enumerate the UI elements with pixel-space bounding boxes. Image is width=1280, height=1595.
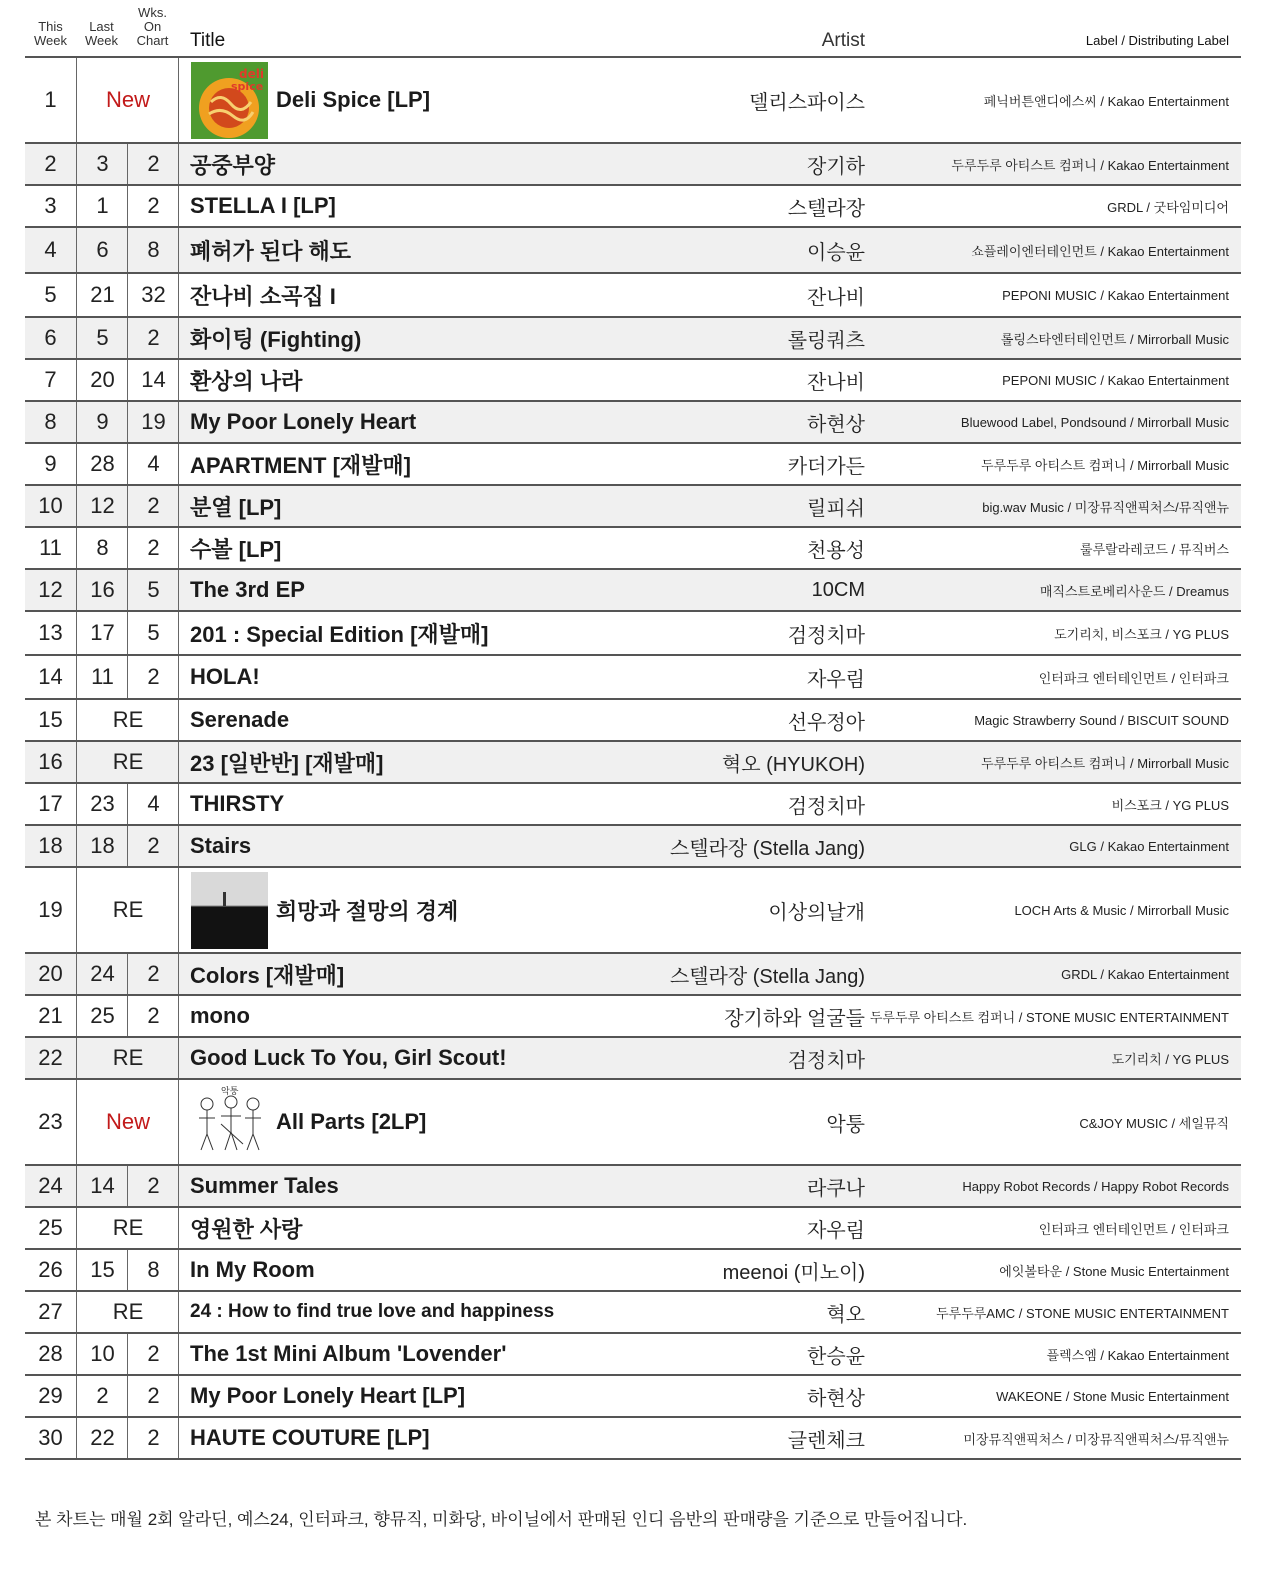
table-row — [25, 228, 1241, 274]
rank-last-week: 20 — [76, 360, 128, 400]
record-label: Happy Robot Records / Happy Robot Records — [962, 1178, 1229, 1194]
entry-status-label: RE — [112, 1215, 144, 1240]
album-title: Summer Tales — [190, 1173, 339, 1198]
rank-this-week: 27 — [38, 1299, 63, 1324]
album-cover-image — [191, 1084, 268, 1161]
rank-this-week: 13 — [38, 620, 63, 645]
rank-last-week: 2 — [76, 1376, 128, 1416]
svg-text:deli: deli — [239, 67, 264, 81]
record-label: 인터파크 엔터테인먼트 / 인터파크 — [1038, 1221, 1229, 1237]
rank-this-week: 5 — [44, 282, 57, 307]
rank-this-week: 4 — [44, 237, 57, 262]
album-title: The 1st Mini Album 'Lovender' — [190, 1341, 507, 1366]
record-label: 에잇볼타운 / Stone Music Entertainment — [999, 1263, 1229, 1279]
artist-name: 검정치마 — [787, 795, 865, 818]
weeks-on-chart: 8 — [127, 1250, 179, 1290]
rank-this-week: 3 — [44, 193, 57, 218]
weeks-on-chart: 2 — [127, 656, 179, 698]
rank-this-week: 15 — [38, 707, 63, 732]
artist-name: 이상의날개 — [768, 901, 865, 924]
record-label: 룰루랄라레코드 / 뮤직버스 — [1080, 541, 1229, 557]
artist-name: 델리스파이스 — [749, 91, 865, 114]
record-label: 롤링스타엔터테인먼트 / Mirrorball Music — [1000, 331, 1229, 347]
rank-last-week: 1 — [76, 186, 128, 226]
artist-name: 롤링쿼츠 — [787, 329, 865, 352]
table-row — [25, 1038, 1241, 1080]
table-row — [25, 656, 1241, 700]
artist-name: 글렌체크 — [787, 1429, 865, 1452]
table-row — [25, 1208, 1241, 1250]
artist-name: 혁오 — [826, 1303, 865, 1326]
album-title: HOLA! — [190, 664, 260, 689]
chart-rows — [25, 58, 1241, 1460]
album-title: Deli Spice [LP] — [276, 87, 431, 112]
record-label: 두루두루AMC / STONE MUSIC ENTERTAINMENT — [936, 1305, 1229, 1321]
artist-name: 장기하 — [807, 155, 865, 178]
rank-this-week: 30 — [38, 1425, 63, 1450]
entry-status-label: RE — [112, 707, 144, 732]
rank-this-week: 22 — [38, 1045, 63, 1070]
entry-status-label: RE — [112, 1299, 144, 1324]
artist-name: 검정치마 — [787, 624, 865, 647]
rank-last-week: 9 — [76, 402, 128, 442]
record-label: Magic Strawberry Sound / BISCUIT SOUND — [974, 712, 1229, 728]
record-label: 인터파크 엔터테인먼트 / 인터파크 — [1038, 670, 1229, 686]
record-label: 두루두루 아티스트 컴퍼니 / STONE MUSIC ENTERTAINMENT — [869, 1009, 1229, 1025]
artist-name: 스텔라장 — [787, 197, 865, 220]
table-row — [25, 528, 1241, 570]
album-info-cell — [178, 784, 1242, 824]
record-label: 두루두루 아티스트 컴퍼니 / Mirrorball Music — [981, 755, 1229, 771]
artist-name: 하현상 — [807, 1387, 865, 1410]
entry-status-label: New — [105, 87, 150, 112]
album-info-cell — [178, 186, 1242, 226]
rank-this-week: 20 — [38, 961, 63, 986]
album-title: 희망과 절망의 경계 — [276, 898, 459, 924]
rank-this-week: 9 — [44, 451, 57, 476]
record-label: LOCH Arts & Music / Mirrorball Music — [1014, 902, 1229, 918]
record-label: GRDL / Kakao Entertainment — [1061, 966, 1229, 982]
rank-this-week: 6 — [44, 325, 57, 350]
table-row — [25, 1250, 1241, 1292]
rank-last-week: 21 — [76, 274, 128, 316]
record-label: C&JOY MUSIC / 세일뮤직 — [1079, 1115, 1229, 1131]
rank-this-week: 16 — [38, 749, 63, 774]
new-entry-badge — [76, 58, 179, 142]
album-title: APARTMENT [재발매] — [190, 452, 411, 478]
record-label: 두루두루 아티스트 컴퍼니 / Kakao Entertainment — [951, 157, 1229, 173]
album-title: THIRSTY — [190, 791, 285, 816]
table-row — [25, 1418, 1241, 1460]
rank-this-week: 29 — [38, 1383, 63, 1408]
weeks-on-chart: 2 — [127, 528, 179, 568]
album-title: All Parts [2LP] — [276, 1109, 427, 1134]
album-title: HAUTE COUTURE [LP] — [190, 1425, 430, 1450]
rank-last-week: 3 — [76, 144, 128, 184]
rank-last-week: 24 — [76, 954, 128, 994]
weeks-on-chart: 2 — [127, 1334, 179, 1374]
chart-footnote: 본 차트는 매월 2회 알라딘, 예스24, 인터파크, 향뮤직, 미화당, 바이닐에서 판매된 인디 음반의 판매량을 기준으로 만들어집니다. — [35, 1510, 968, 1529]
rank-this-week: 2 — [44, 151, 57, 176]
table-row — [25, 954, 1241, 996]
re-entry-badge — [76, 742, 179, 782]
record-label: 매직스트로베리사운드 / Dreamus — [1039, 583, 1229, 599]
table-row — [25, 612, 1241, 656]
rank-this-week: 28 — [38, 1341, 63, 1366]
record-label: 플렉스엠 / Kakao Entertainment — [1046, 1347, 1229, 1363]
weeks-on-chart: 2 — [127, 1166, 179, 1206]
album-title: 화이팅 (Fighting) — [190, 326, 362, 352]
header-wks-on-chart: Wks. On Chart — [136, 5, 169, 48]
table-row — [25, 444, 1241, 486]
re-entry-badge — [76, 700, 179, 740]
artist-name: 장기하와 얼굴들 — [724, 1007, 865, 1030]
artist-name: 릴피쉬 — [807, 497, 865, 520]
entry-status-label: New — [105, 1109, 150, 1134]
weeks-on-chart: 2 — [127, 1418, 179, 1458]
record-label: PEPONI MUSIC / Kakao Entertainment — [1002, 287, 1229, 303]
rank-this-week: 21 — [38, 1003, 63, 1028]
rank-this-week: 12 — [38, 577, 63, 602]
album-title: 23 [일반반] [재발매] — [190, 750, 384, 776]
table-row — [25, 570, 1241, 612]
artist-name: 혁오 (HYUKOH) — [721, 753, 865, 776]
weeks-on-chart: 2 — [127, 954, 179, 994]
artist-name: 스텔라장 (Stella Jang) — [669, 837, 865, 860]
album-title: Good Luck To You, Girl Scout! — [190, 1045, 507, 1070]
re-entry-badge — [76, 1208, 179, 1248]
artist-name: 하현상 — [807, 413, 865, 436]
record-label: 도기리치 / YG PLUS — [1111, 1051, 1229, 1067]
rank-last-week: 5 — [76, 318, 128, 358]
rank-this-week: 19 — [38, 897, 63, 922]
table-row — [25, 58, 1241, 144]
rank-this-week: 25 — [38, 1215, 63, 1240]
weeks-on-chart: 2 — [127, 318, 179, 358]
table-row — [25, 360, 1241, 402]
rank-this-week: 8 — [44, 409, 57, 434]
header-label: Label / Distributing Label — [1085, 33, 1229, 48]
weeks-on-chart: 8 — [127, 228, 179, 272]
weeks-on-chart: 5 — [127, 570, 179, 610]
table-row — [25, 996, 1241, 1038]
re-entry-badge — [76, 868, 179, 952]
record-label: big.wav Music / 미장뮤직앤픽처스/뮤직앤뉴 — [982, 499, 1229, 515]
rank-last-week: 23 — [76, 784, 128, 824]
artist-name: 잔나비 — [807, 286, 865, 309]
artist-name: 자우림 — [807, 1219, 865, 1242]
table-row — [25, 742, 1241, 784]
table-row — [25, 784, 1241, 826]
rank-last-week: 11 — [76, 656, 128, 698]
weeks-on-chart: 2 — [127, 186, 179, 226]
album-title: Colors [재발매] — [190, 962, 345, 988]
header-title: Title — [190, 30, 226, 51]
re-entry-badge — [76, 1038, 179, 1078]
rank-last-week: 17 — [76, 612, 128, 654]
entry-status-label: RE — [112, 897, 144, 922]
artist-name: 라쿠나 — [807, 1177, 865, 1200]
artist-name: 스텔라장 (Stella Jang) — [669, 965, 865, 988]
album-title: My Poor Lonely Heart — [190, 409, 417, 434]
album-title: In My Room — [190, 1257, 315, 1282]
album-title: STELLA I [LP] — [190, 193, 336, 218]
header-artist: Artist — [821, 30, 865, 51]
artist-name: 검정치마 — [787, 1049, 865, 1072]
record-label: Bluewood Label, Pondsound / Mirrorball Music — [960, 414, 1229, 430]
artist-name: 악퉁 — [826, 1113, 865, 1136]
table-row — [25, 486, 1241, 528]
rank-this-week: 1 — [44, 87, 57, 112]
artist-name: 선우정아 — [787, 711, 865, 734]
album-title: Stairs — [190, 833, 252, 858]
rank-last-week: 18 — [76, 826, 128, 866]
rank-this-week: 7 — [44, 367, 57, 392]
table-row — [25, 700, 1241, 742]
rank-this-week: 26 — [38, 1257, 63, 1282]
album-title: 201 : Special Edition [재발매] — [190, 621, 489, 647]
weeks-on-chart: 5 — [127, 612, 179, 654]
rank-last-week: 16 — [76, 570, 128, 610]
rank-this-week: 10 — [38, 493, 63, 518]
artist-name: 자우림 — [807, 668, 865, 691]
artist-name: 카더가든 — [787, 455, 865, 478]
rank-last-week: 25 — [76, 996, 128, 1036]
table-row — [25, 318, 1241, 360]
weeks-on-chart: 4 — [127, 444, 179, 484]
weeks-on-chart: 2 — [127, 826, 179, 866]
rank-this-week: 17 — [38, 791, 63, 816]
rank-last-week: 10 — [76, 1334, 128, 1374]
record-label: 도기리치, 비스포크 / YG PLUS — [1054, 626, 1229, 642]
table-row — [25, 1166, 1241, 1208]
table-row — [25, 826, 1241, 868]
rank-this-week: 23 — [38, 1109, 63, 1134]
album-title: The 3rd EP — [190, 577, 305, 602]
artist-name: 10CM — [811, 578, 865, 601]
artist-name: 한승윤 — [807, 1345, 865, 1368]
re-entry-badge — [76, 1292, 179, 1332]
rank-last-week: 15 — [76, 1250, 128, 1290]
weeks-on-chart: 19 — [127, 402, 179, 442]
record-label: 비스포크 / YG PLUS — [1111, 797, 1229, 813]
rank-last-week: 8 — [76, 528, 128, 568]
table-row — [25, 868, 1241, 954]
weeks-on-chart: 2 — [127, 144, 179, 184]
rank-this-week: 11 — [39, 535, 62, 560]
album-title: 분열 [LP] — [190, 494, 282, 520]
record-label: PEPONI MUSIC / Kakao Entertainment — [1002, 372, 1229, 388]
rank-last-week: 22 — [76, 1418, 128, 1458]
chart-header — [25, 0, 1241, 58]
artist-name: 이승윤 — [807, 241, 865, 264]
album-title: 영원한 사랑 — [190, 1216, 303, 1242]
album-title: 공중부양 — [190, 152, 276, 178]
album-title: 잔나비 소곡집 I — [190, 283, 336, 309]
album-title: mono — [190, 1003, 250, 1028]
weeks-on-chart: 2 — [127, 1376, 179, 1416]
rank-last-week: 14 — [76, 1166, 128, 1206]
weeks-on-chart: 2 — [127, 486, 179, 526]
rank-this-week: 24 — [38, 1173, 63, 1198]
indie-album-chart — [25, 0, 1241, 1460]
album-cover-image — [191, 62, 268, 139]
svg-text:spice: spice — [231, 80, 264, 93]
rank-this-week: 14 — [38, 664, 63, 689]
weeks-on-chart: 2 — [127, 996, 179, 1036]
record-label: GRDL / 굿타임미디어 — [1107, 199, 1229, 215]
table-row — [25, 274, 1241, 318]
rank-last-week: 28 — [76, 444, 128, 484]
table-row — [25, 1334, 1241, 1376]
table-row — [25, 1080, 1241, 1166]
record-label: 쇼플레이엔터테인먼트 / Kakao Entertainment — [971, 243, 1229, 259]
album-title: 24 : How to find true love and happiness — [190, 1301, 555, 1322]
artist-name: 잔나비 — [807, 371, 865, 394]
svg-text:악퉁: 악퉁 — [221, 1087, 239, 1097]
entry-status-label: RE — [112, 1045, 144, 1070]
new-entry-badge — [76, 1080, 179, 1164]
record-label: 페닉버튼앤디에스씨 / Kakao Entertainment — [983, 93, 1229, 109]
weeks-on-chart: 14 — [127, 360, 179, 400]
rank-last-week: 6 — [76, 228, 128, 272]
weeks-on-chart: 32 — [127, 274, 179, 316]
entry-status-label: RE — [112, 749, 144, 774]
table-row — [25, 402, 1241, 444]
rank-this-week: 18 — [38, 833, 63, 858]
table-row — [25, 1292, 1241, 1334]
table-row — [25, 144, 1241, 186]
header-last-week: Last Week — [85, 19, 118, 48]
album-title: My Poor Lonely Heart [LP] — [190, 1383, 466, 1408]
record-label: WAKEONE / Stone Music Entertainment — [996, 1388, 1229, 1404]
artist-name: meenoi (미노이) — [722, 1261, 865, 1284]
album-cover-image — [191, 872, 268, 949]
record-label: GLG / Kakao Entertainment — [1069, 838, 1229, 854]
album-title: Serenade — [190, 707, 290, 732]
table-row — [25, 1376, 1241, 1418]
header-this-week: This Week — [34, 19, 67, 48]
album-title: 폐허가 된다 해도 — [190, 238, 351, 264]
table-row — [25, 186, 1241, 228]
record-label: 두루두루 아티스트 컴퍼니 / Mirrorball Music — [981, 457, 1229, 473]
record-label: 미장뮤직앤픽처스 / 미장뮤직앤픽처스/뮤직앤뉴 — [963, 1431, 1229, 1447]
artist-name: 천용성 — [807, 539, 865, 562]
album-title: 수볼 [LP] — [190, 536, 282, 562]
rank-last-week: 12 — [76, 486, 128, 526]
album-title: 환상의 나라 — [190, 368, 303, 394]
weeks-on-chart: 4 — [127, 784, 179, 824]
